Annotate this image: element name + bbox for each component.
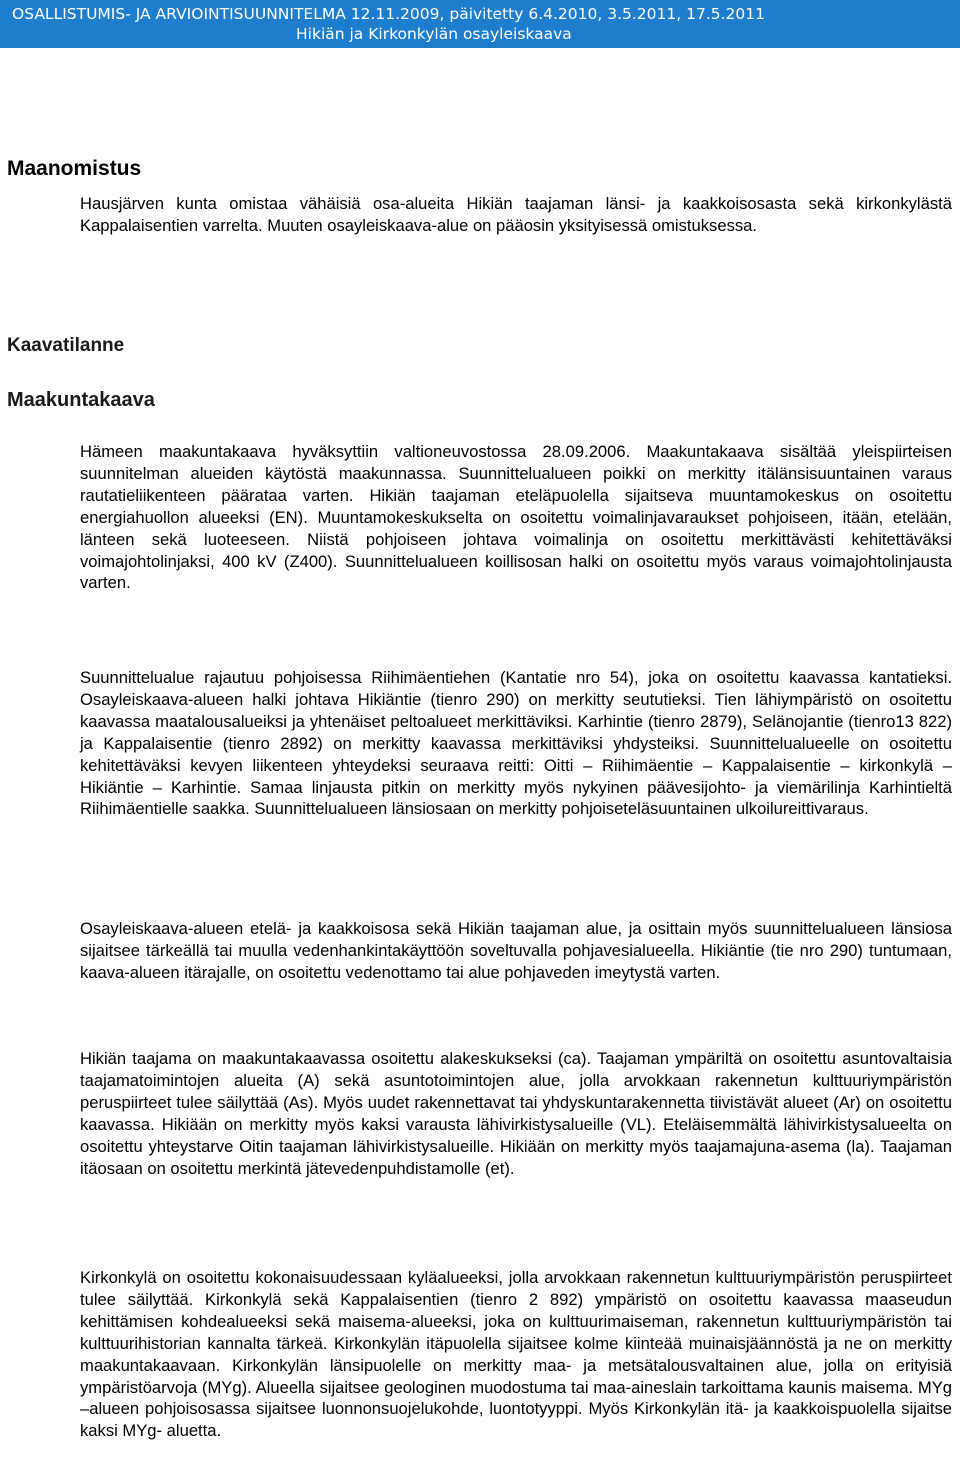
section-heading-maanomistus: Maanomistus — [7, 157, 142, 180]
paragraph-3: Osayleiskaava-alueen etelä- ja kaakkoisosa sekä Hikiän taajaman alue, ja osittain myös suunnittelualueen länsiosa sijaitsee tärkeällä tai muulla vedenhankintakäyttöön soveltuvalla pohjavesialueella. Hikiäntie (tie nro 290) tuntumaan, kaava-alueen itärajalle, on osoitettu vedenottamo tai alue pohjaveden imeytystä varten. — [80, 919, 952, 982]
paragraph-maanomistus: Hausjärven kunta omistaa vähäisiä osa-alueita Hikiän taajaman länsi- ja kaakkoisosasta sekä kirkonkylästä Kappalaisentien varrelta. Muuten osayleiskaava-alue on pääosin yksityisessä omistuksessa. — [80, 194, 952, 235]
header-title: OSALLISTUMIS- JA ARVIOINTISUUNNITELMA 12.11.2009, päivitetty 6.4.2010, 3.5.2011, 17.5.2011 — [12, 5, 765, 23]
paragraph-4: Hikiän taajama on maakuntakaavassa osoitettu alakeskukseksi (ca). Taajaman ympäriltä on osoitettu asuntovaltaisia taajamatoimintojen alueita (A) sekä asuntotoimintojen alue, jolla arvokkaan rakennetun kulttuuriympäristön peruspiirteet tulee säilyttää (As). Myös uudet rakennettavat tai yhdyskuntarakennetta tiivistävät alueet (Ar) on osoitettu kaavassa. Hikiään on merkitty myös kaksi varausta lähivirkistysalueille (VL). Eteläisemmältä lähivirkistysalueelta on osoitettu yhteystarve Oitin taajaman lähivirkistysalueille. Hikiään on merkitty myös taajamajuna-asema (la). Taajaman itäosaan on osoitettu merkintä jätevedenpuhdistamolle (et). — [80, 1049, 952, 1178]
subsection-heading-maakuntakaava: Maakuntakaava — [7, 389, 155, 411]
section-heading-kaavatilanne: Kaavatilanne — [7, 335, 125, 356]
header-subtitle: Hikiän ja Kirkonkylän osayleiskaava — [296, 25, 572, 43]
paragraph-5: Kirkonkylä on osoitettu kokonaisuudessaan kyläalueeksi, jolla arvokkaan rakennetun kulttuuriympäristön peruspiirteet tulee säilyttää. Kirkonkylä sekä Kappalaisentien (tienro 2 892) ympäristö on osoitettu kaavassa maaseudun kehittämisen kohdealueeksi sekä maisema-alueeksi, joka on kulttuurimaiseman, rakennetun kulttuuriympäristön tai kulttuurihistorian kannalta tärkeä. Kirkonkylän itäpuolella sijaitsee kolme kiinteää muinaisjäännöstä ja ne on merkitty maakuntakaavaan. Kirkonkylän länsipuolelle on merkitty maa- ja metsätalousvaltainen alue, jolla on erityisiä ympäristöarvoja (MYg). Alueella sijaitsee geologinen muodostuma tai maa-aineslain tarkoittama kaunis maisema. MYg –alueen pohjoisosassa sijaitsee luonnonsuojelukohde, luontotyyppi. Myös Kirkonkylän itä- ja kaakkoispuolella sijaitse kaksi MYg- aluetta. — [80, 1268, 952, 1441]
paragraph-1: Hämeen maakuntakaava hyväksyttiin valtioneuvostossa 28.09.2006. Maakuntakaava sisältää yleispiirteisen suunnitelman alueiden käytöstä maakunnassa. Suunnittelualueen poikki on merkitty itälänsisuuntainen varaus rautatieliikenteen päärataa varten. Hikiän taajaman eteläpuolella sijaitseva muuntamokeskus on osoitettu energiahuollon alueeksi (EN). Muuntamokeskukselta on osoitettu voimalinjavaraukset pohjoiseen, itään, etelään, länteen sekä luoteeseen. Niistä pohjoiseen johtava voimalinja on osoitettu merkittävästi kehitettäväksi voimajohtolinjaksi, 400 kV (Z400). Suunnittelualueen koillisosan halki on osoitettu myös varaus voimajohtolinjausta varten. — [80, 442, 952, 593]
document-header — [0, 0, 960, 48]
paragraph-2: Suunnittelualue rajautuu pohjoisessa Riihimäentiehen (Kantatie nro 54), joka on osoitettu kaavassa kantatieksi. Osayleiskaava-alueen halki johtava Hikiäntie (tienro 290) on merkitty seututieksi. Tien lähiympäristö on osoitettu kaavassa maatalousalueiksi ja yhtenäiset peltoalueet merkittäviksi. Karhintie (tienro 2879), Selänojantie (tienro13 822) ja Kappalaisentie (tienro 2892) on merkitty kaavassa merkittäviksi yhdysteiksi. Suunnittelualueelle on osoitettu kehitettäväksi kevyen liikenteen yhteydeksi seuraava reitti: Oitti – Riihimäentie – Kappalaisentie – kirkonkylä – Hikiäntie – Karhintie. Samaa linjausta pitkin on merkitty myös nykyinen päävesijohto- ja viemärilinja Karhintieltä Riihimäentielle saakka. Suunnittelualueen länsiosaan on merkitty pohjoiseteläsuuntainen ulkoilureittivaraus. — [80, 668, 952, 819]
